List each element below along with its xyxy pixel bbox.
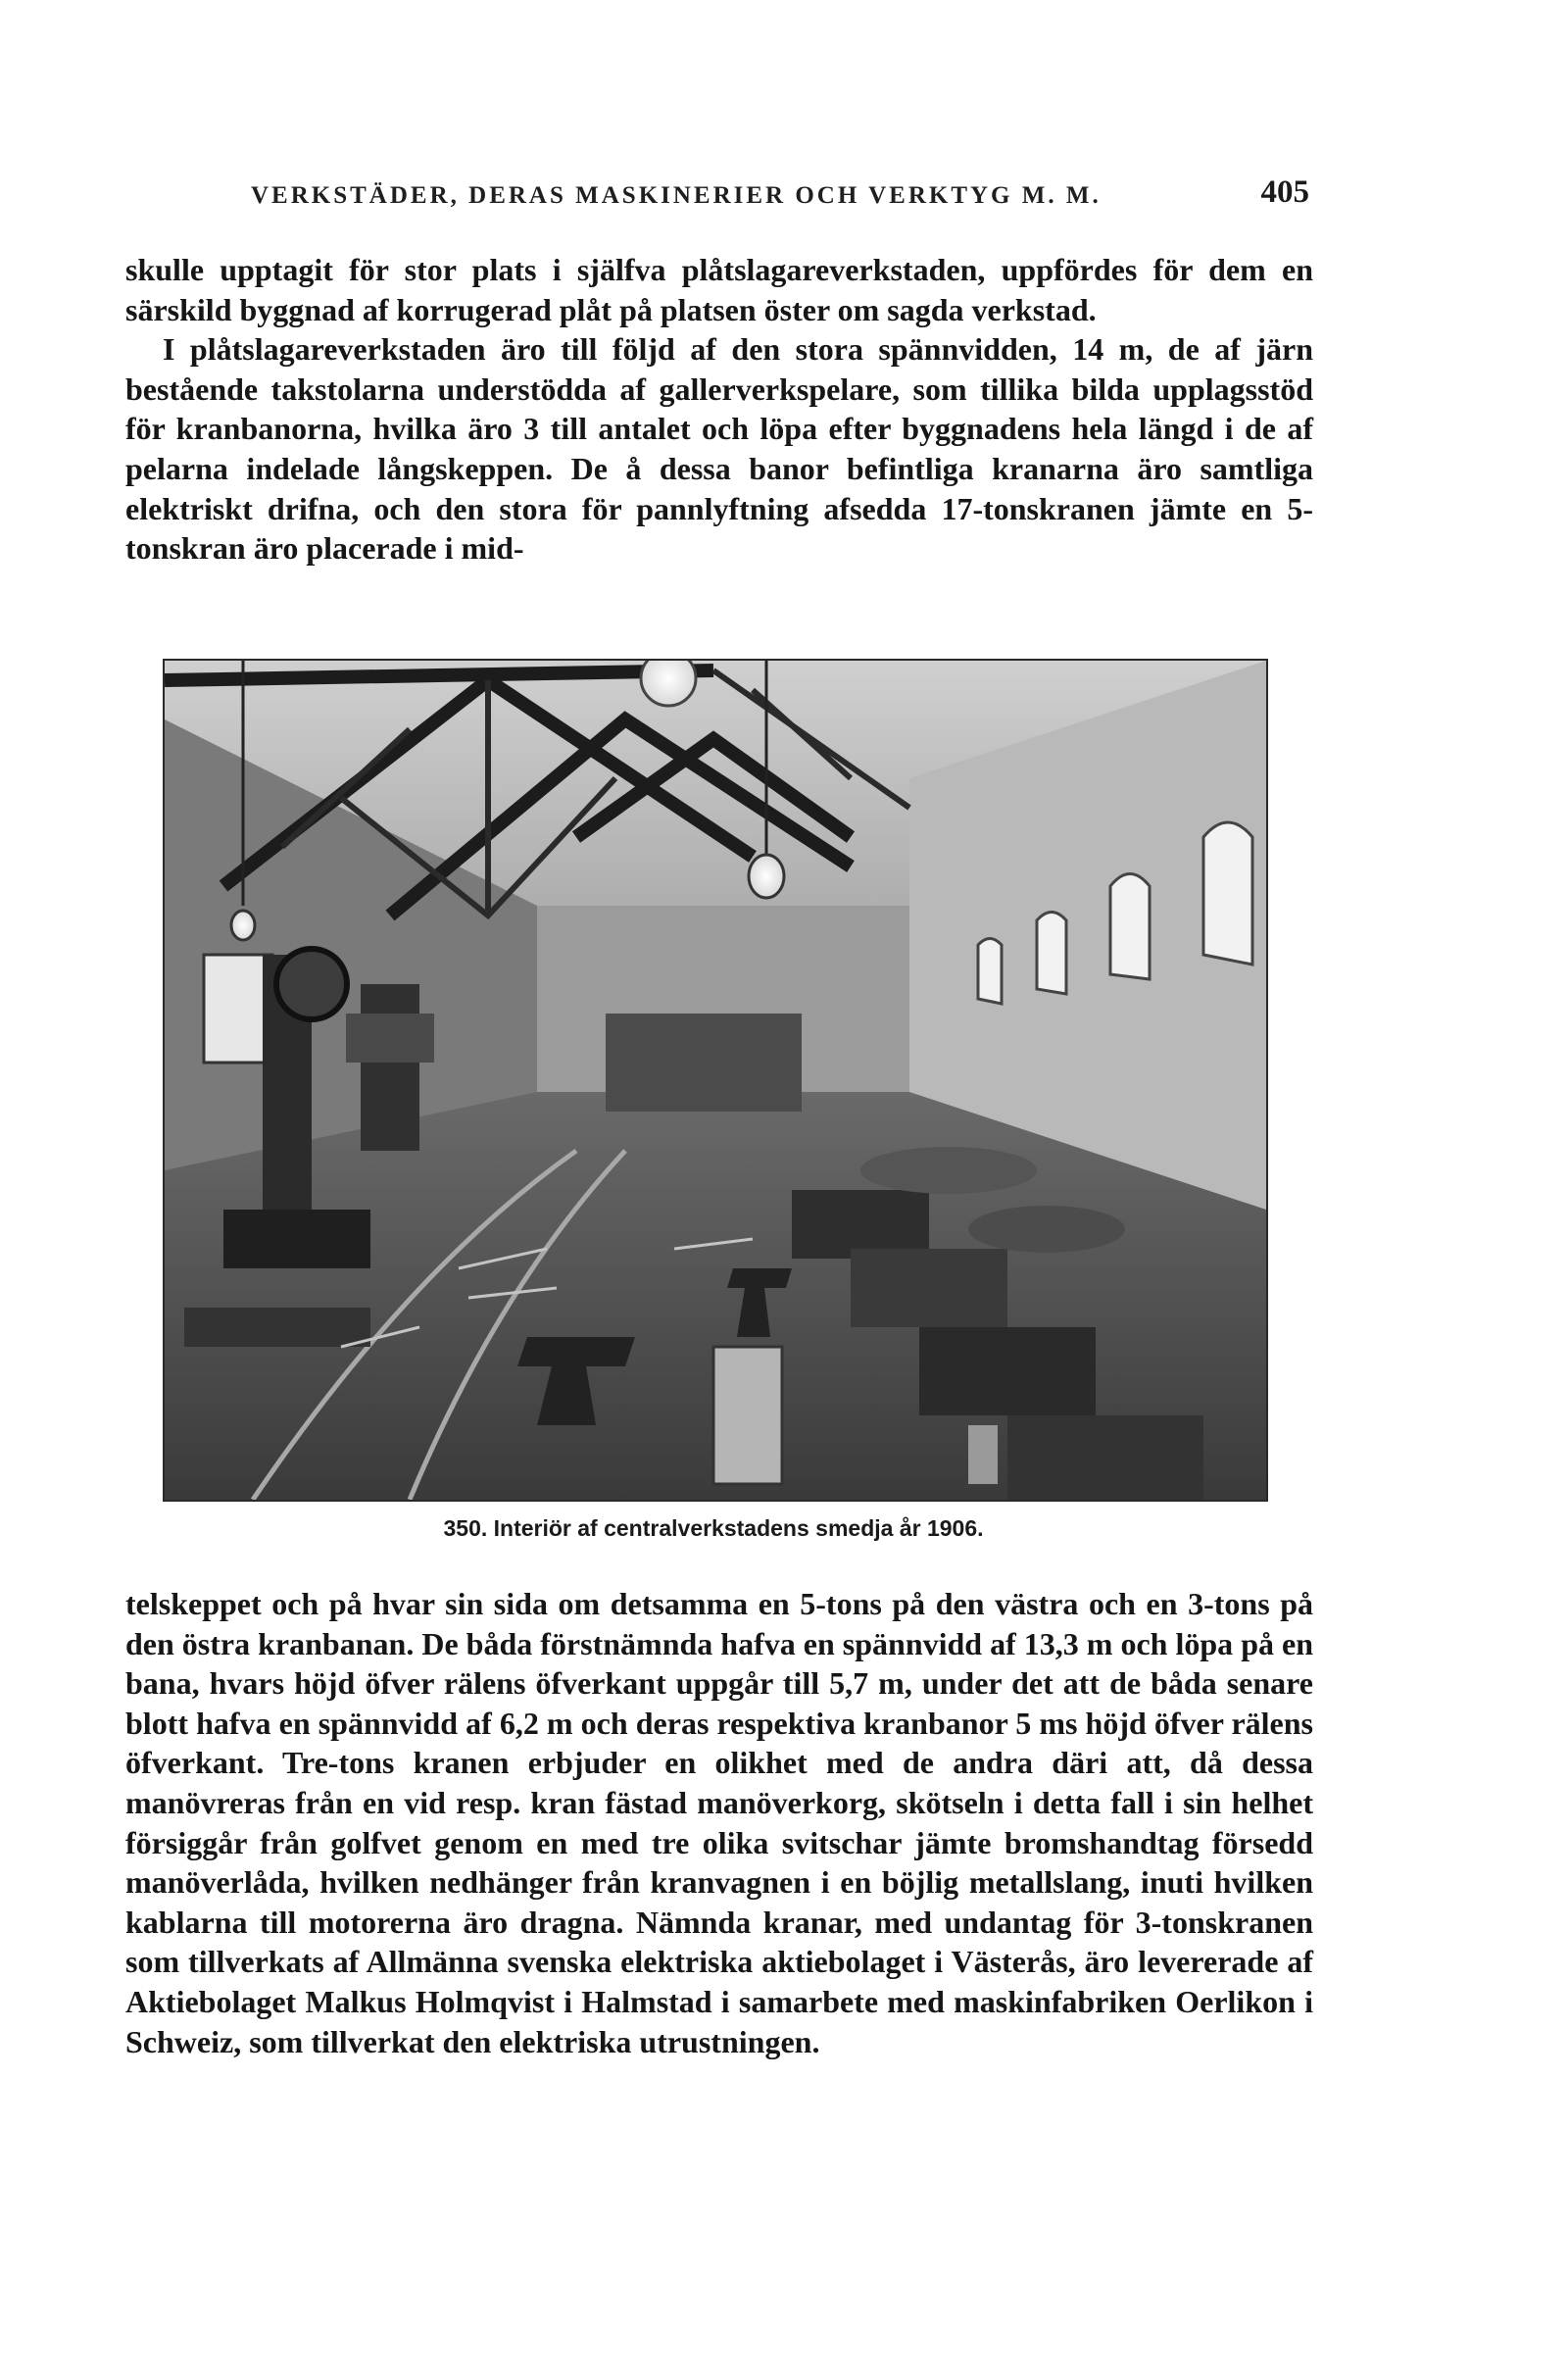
ceiling-lamp xyxy=(641,661,696,706)
left-window xyxy=(204,955,272,1063)
body-text-lower xyxy=(125,1584,1313,2061)
hanging-lamp xyxy=(749,855,784,898)
body-text-upper xyxy=(125,250,1313,569)
wooden-shed xyxy=(606,1014,802,1112)
figure-caption: 350. Interiör af centralverkstadens smedja år 1906. xyxy=(443,1515,984,1541)
page-number: 405 xyxy=(1260,174,1309,210)
photograph-figure xyxy=(163,659,1268,1502)
running-title: VERKSTÄDER, DERAS MASKINERIER OCH VERKTYG M. M. xyxy=(251,182,1102,209)
paragraph: telskeppet och på hvar sin sida om detsamma en 5-tons på den västra och en 3-tons på den östra kranbanan. De båda förstnämnda hafva en spännvidd af 13,3 m och löpa på en bana, hvars höjd öfver rälens öfverkant uppgår till 5,7 m, under det att de båda senare blott hafva en spännvidd af 6,2 m och deras respektiva kranbanor 5 ms höjd öfver rälens öfverkant. Tre-tons kranen erbjuder en olikhet med de andra däri att, då dessa manövreras från en vid resp. kran fästad manöverkorg, skötseln i detta fall i sin helhet försiggår från golfvet genom en med tre olika svitschar jämte bromshandtag försedd manöverlåda, hvilken nedhänger från kranvagnen i en böjlig metallslang, inuti hvilken kablarna till motorerna äro dragna. Nämnda kranar, med undantag för 3-tonskranen som tillverkats af Allmänna svenska elektriska aktiebolaget i Västerås, äro levererade af Aktiebolaget Malkus Holmqvist i Halmstad i samarbete med maskinfabriken Oerlikon i Schweiz, som tillverkat den elektriska utrustningen. xyxy=(125,1586,1313,2059)
running-head xyxy=(125,174,1309,233)
hanging-lamp xyxy=(231,911,255,940)
paragraph: I plåtslagareverkstaden äro till följd af den stora spännvidden, 14 m, de af järn bestående takstolarna understödda af gallerverkspelare, som tillika bilda upplagsstöd för kranbanorna, hvilka äro 3 till antalet och löpa efter byggnadens hela längd i de af pelarna indelade långskeppen. De å dessa banor befintliga kranarna äro samtliga elektriskt drifna, och den stora för pannlyftning afsedda 17-tonskranen jämte en 5-tonskran äro placerade i mid- xyxy=(125,331,1313,567)
smithy-interior-photo xyxy=(165,661,1266,1500)
paragraph: skulle upptagit för stor plats i själfva plåtslagareverkstaden, uppfördes för dem en särskild byggnad af korrugerad plåt på platsen öster om sagda verkstad. xyxy=(125,252,1313,327)
